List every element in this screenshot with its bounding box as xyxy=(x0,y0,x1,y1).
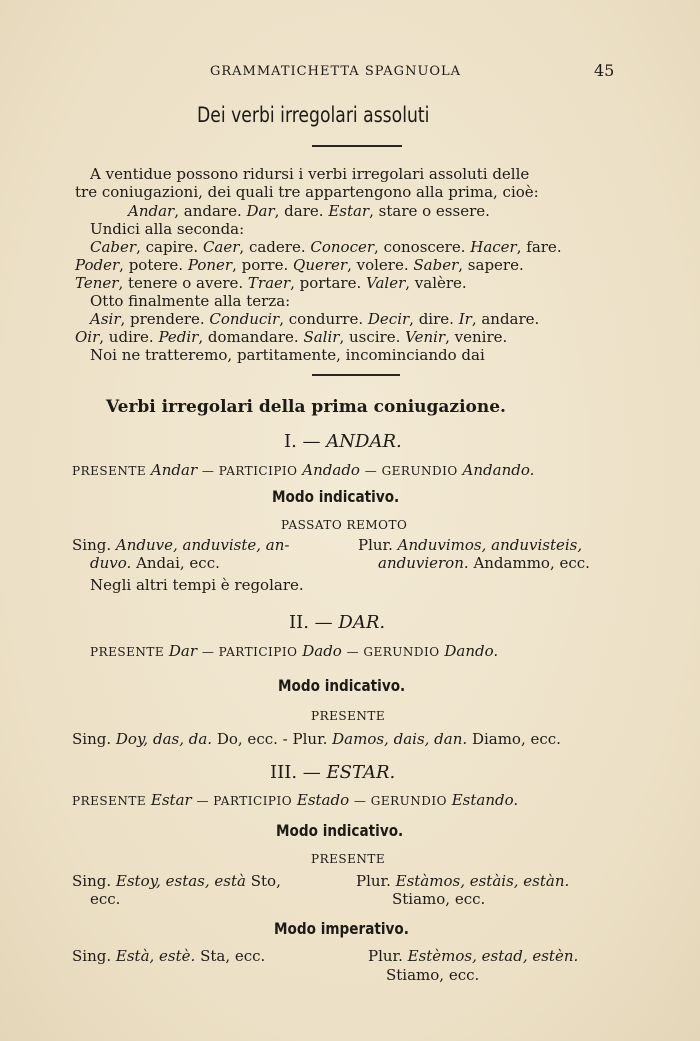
intro-line-2: tre coniugazioni, dei quali tre appartengono alla prima, cioè: xyxy=(75,183,539,201)
dar-mode-heading: Modo indicativo. xyxy=(278,676,406,695)
andar-plural-2: anduvieron. Andammo, ecc. xyxy=(378,554,590,572)
estar-imperative-heading: Modo imperativo. xyxy=(274,919,409,938)
estar-plural: Plur. Estàmos, estàis, estàn. xyxy=(356,872,570,890)
estar-singular: Sing. Estoy, estas, està Sto, xyxy=(72,872,281,890)
verb-heading-dar: II. — DAR. xyxy=(289,612,386,633)
dar-forms: Sing. Doy, das, da. Do, ecc. - Plur. Damos, dais, dan. Diamo, ecc. xyxy=(72,730,561,748)
dar-principal-parts: PRESENTE Dar — PARTICIPIO Dado — GERUNDIO Dando. xyxy=(90,642,499,660)
intro-line-7: Tener, tenere o avere. Traer, portare. Valer, valère. xyxy=(75,274,467,292)
intro-line-1: A ventidue possono ridursi i verbi irregolari assoluti delle xyxy=(90,165,530,183)
andar-note: Negli altri tempi è regolare. xyxy=(90,576,304,594)
intro-line-6: Poder, potere. Poner, porre. Querer, volere. Saber, sapere. xyxy=(75,256,524,274)
running-header: GRAMMATICHETTA SPAGNUOLA xyxy=(210,64,462,79)
intro-line-5: Caber, capire. Caer, cadere. Conocer, conoscere. Hacer, fare. xyxy=(90,238,562,256)
estar-tense-label: PRESENTE xyxy=(311,852,386,866)
estar-imperative-plural: Plur. Estèmos, estad, estèn. xyxy=(368,947,579,965)
intro-line-4: Undici alla seconda: xyxy=(90,220,245,238)
intro-line-8: Otto finalmente alla terza: xyxy=(90,292,291,310)
andar-plural-1: Plur. Anduvimos, anduvisteis, xyxy=(358,536,583,554)
andar-singular-1: Sing. Anduve, anduviste, an- xyxy=(72,536,290,554)
intro-line-9: Asir, prendere. Conducir, condurre. Decir, dire. Ir, andare. xyxy=(90,310,540,328)
andar-singular-2: duvo. Andai, ecc. xyxy=(90,554,220,572)
intro-line-10: Oir, udire. Pedir, domandare. Salir, uscire. Venir, venire. xyxy=(75,328,508,346)
intro-line-11: Noi ne tratteremo, partitamente, incominciando dai xyxy=(90,346,485,364)
intro-line-3: Andar, andare. Dar, dare. Estar, stare o essere. xyxy=(128,202,490,220)
section-title: Dei verbi irregolari assoluti xyxy=(197,103,430,127)
first-conjugation-heading: Verbi irregolari della prima coniugazione. xyxy=(106,397,506,417)
dar-tense-label: PRESENTE xyxy=(311,709,386,723)
andar-principal-parts: PRESENTE Andar — PARTICIPIO Andado — GERUNDIO Andando. xyxy=(72,461,535,479)
estar-mode-heading: Modo indicativo. xyxy=(276,821,404,840)
andar-mode-heading: Modo indicativo. xyxy=(272,487,400,506)
verb-heading-andar: I. — ANDAR. xyxy=(284,431,402,452)
estar-imperative-plural-trans: Stiamo, ecc. xyxy=(386,966,480,984)
page-number: 45 xyxy=(594,61,615,80)
section-rule xyxy=(312,374,400,376)
andar-tense-label: PASSATO REMOTO xyxy=(281,518,408,532)
estar-plural-trans: Stiamo, ecc. xyxy=(392,890,486,908)
estar-principal-parts: PRESENTE Estar — PARTICIPIO Estado — GERUNDIO Estando. xyxy=(72,791,519,809)
title-rule xyxy=(312,145,402,147)
estar-singular-ecc: ecc. xyxy=(90,890,121,908)
verb-heading-estar: III. — ESTAR. xyxy=(270,762,396,783)
estar-imperative-singular: Sing. Està, estè. Sta, ecc. xyxy=(72,947,266,965)
